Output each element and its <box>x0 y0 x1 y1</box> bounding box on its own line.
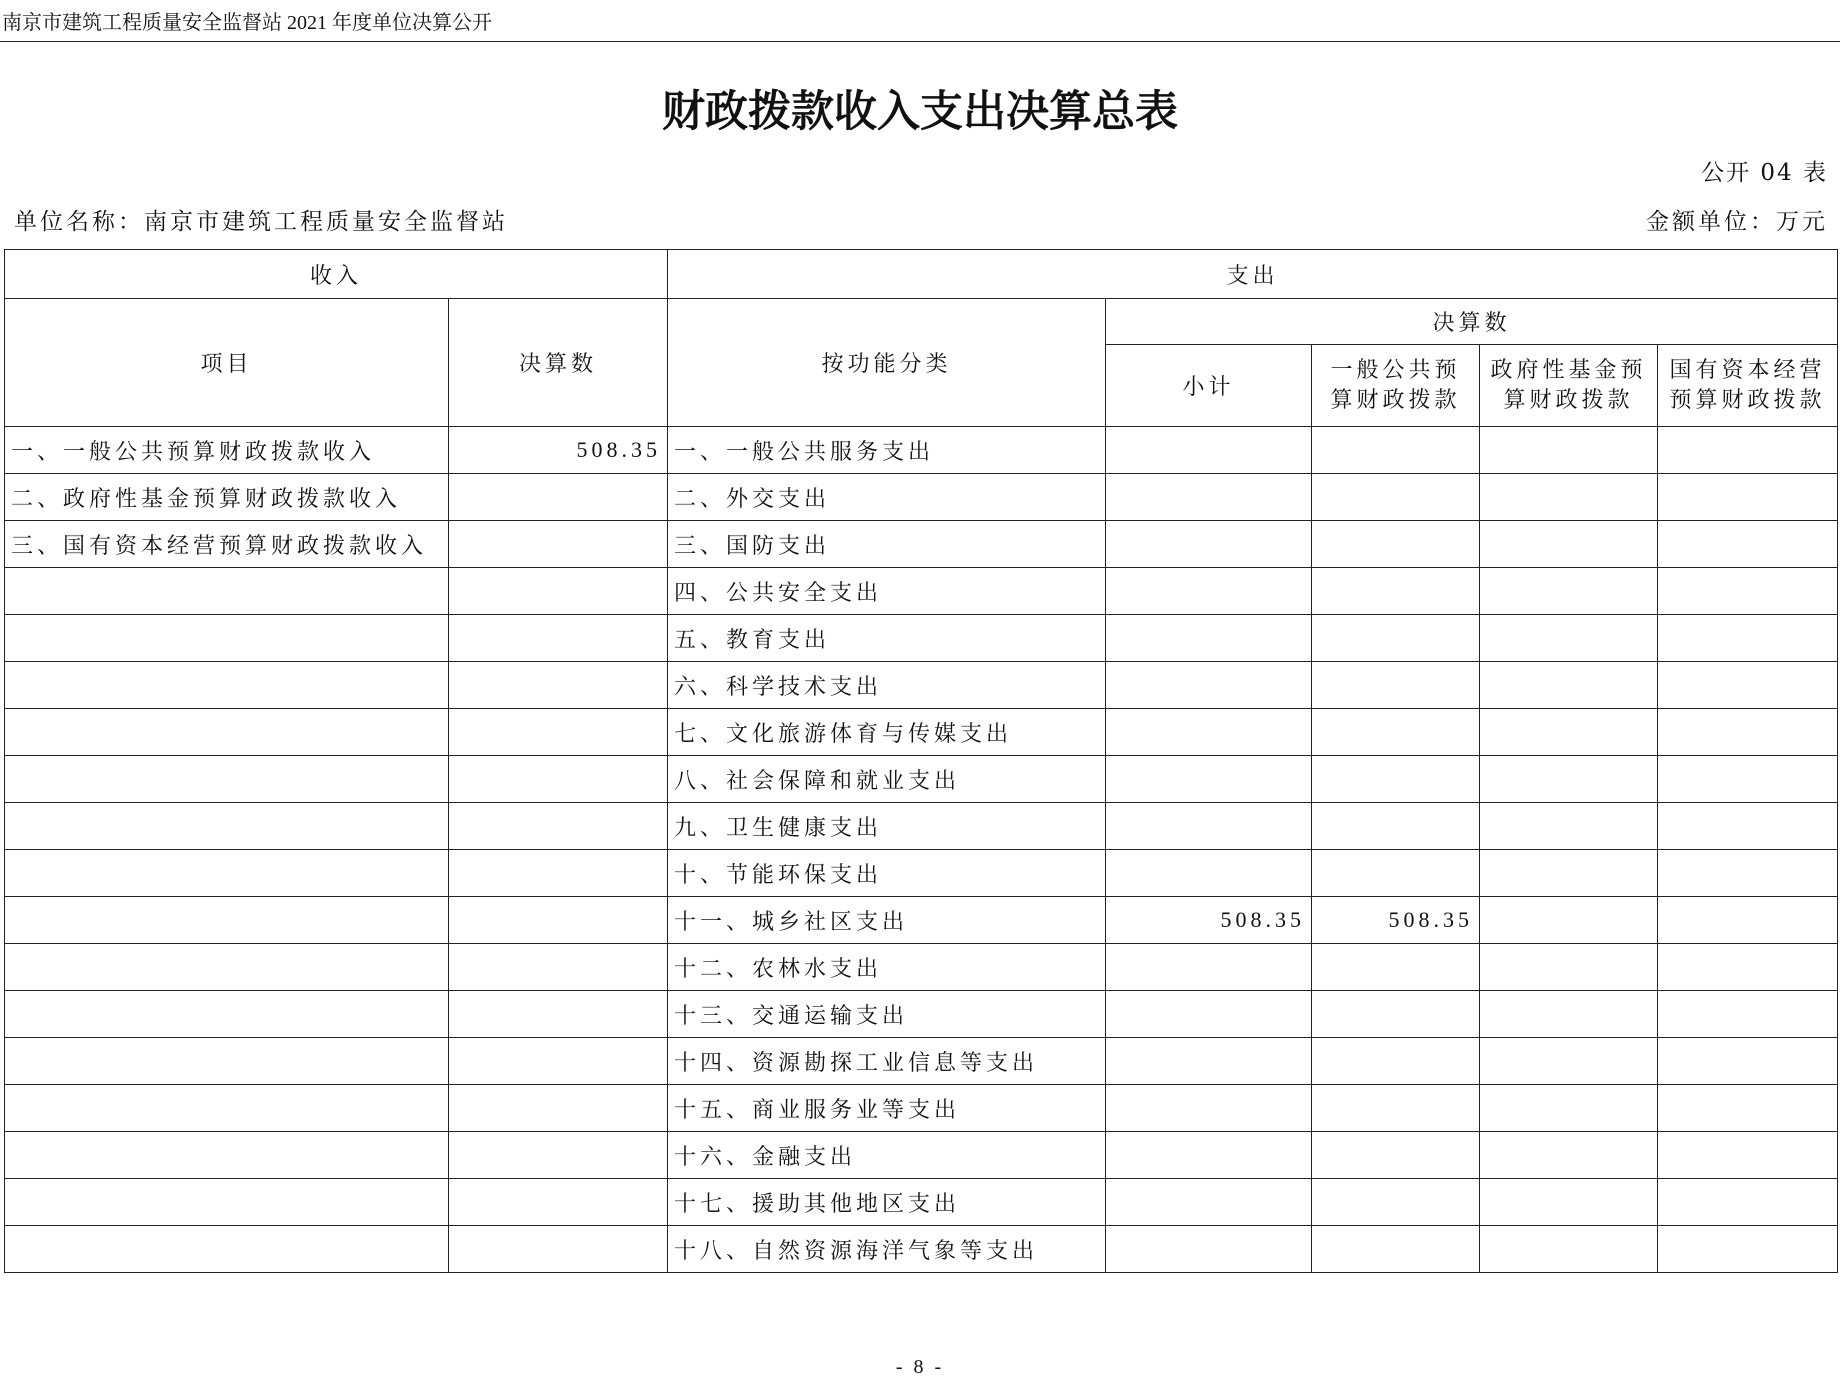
general-budget-header-line: 一般公共预 <box>1330 357 1461 383</box>
header-rule <box>0 41 1840 42</box>
general-budget-column-header <box>1312 345 1480 427</box>
general-budget-cell: 508.35 <box>1312 897 1480 944</box>
general-budget-cell <box>1312 1038 1480 1085</box>
gov-fund-cell <box>1480 709 1658 756</box>
general-budget-cell <box>1312 615 1480 662</box>
amount-unit: 金额单位：万元 <box>1646 209 1828 235</box>
subtotal-cell <box>1106 1132 1312 1179</box>
general-budget-cell <box>1312 427 1480 474</box>
income-item-cell <box>5 568 449 615</box>
gov-fund-cell <box>1480 1179 1658 1226</box>
expense-function-cell: 六、科学技术支出 <box>668 662 1106 709</box>
income-item-cell <box>5 803 449 850</box>
expense-function-cell: 五、教育支出 <box>668 615 1106 662</box>
subtotal-cell <box>1106 521 1312 568</box>
general-budget-cell <box>1312 662 1480 709</box>
expense-function-cell: 八、社会保障和就业支出 <box>668 756 1106 803</box>
income-amount-cell <box>449 1132 668 1179</box>
general-budget-header-line: 算财政拨款 <box>1330 387 1461 413</box>
general-budget-cell <box>1312 1226 1480 1273</box>
income-amount-cell <box>449 568 668 615</box>
gov-fund-cell <box>1480 474 1658 521</box>
table-row <box>5 521 1838 568</box>
state-capital-cell <box>1658 756 1838 803</box>
subtotal-cell <box>1106 1226 1312 1273</box>
gov-fund-cell <box>1480 1226 1658 1273</box>
expense-function-cell: 十八、自然资源海洋气象等支出 <box>668 1226 1106 1273</box>
general-budget-cell <box>1312 756 1480 803</box>
income-amount-cell <box>449 662 668 709</box>
expense-function-cell: 十四、资源勘探工业信息等支出 <box>668 1038 1106 1085</box>
income-item-cell <box>5 756 449 803</box>
table-row <box>5 568 1838 615</box>
subtotal-cell <box>1106 850 1312 897</box>
income-section-header: 收入 <box>5 250 668 299</box>
header-row-sections <box>5 250 1838 299</box>
gov-fund-cell <box>1480 897 1658 944</box>
income-amount-cell <box>449 1226 668 1273</box>
income-item-cell <box>5 1085 449 1132</box>
table-row <box>5 1085 1838 1132</box>
item-column-header: 项目 <box>5 299 449 427</box>
general-budget-cell <box>1312 474 1480 521</box>
income-item-cell <box>5 991 449 1038</box>
subtotal-cell <box>1106 1179 1312 1226</box>
state-capital-cell <box>1658 709 1838 756</box>
state-capital-cell <box>1658 1085 1838 1132</box>
subtotal-cell <box>1106 803 1312 850</box>
page-title: 财政拨款收入支出决算总表 <box>662 87 1178 137</box>
income-item-cell <box>5 897 449 944</box>
income-amount-column-header: 决算数 <box>449 299 668 427</box>
table-row <box>5 709 1838 756</box>
state-capital-cell <box>1658 1179 1838 1226</box>
subtotal-cell <box>1106 474 1312 521</box>
expense-function-cell: 十、节能环保支出 <box>668 850 1106 897</box>
income-amount-cell <box>449 944 668 991</box>
income-item-cell <box>5 662 449 709</box>
subtotal-cell <box>1106 615 1312 662</box>
subtotal-cell <box>1106 1038 1312 1085</box>
expense-function-cell: 三、国防支出 <box>668 521 1106 568</box>
general-budget-cell <box>1312 709 1480 756</box>
subtotal-cell <box>1106 756 1312 803</box>
general-budget-cell <box>1312 944 1480 991</box>
expense-function-cell: 四、公共安全支出 <box>668 568 1106 615</box>
general-budget-cell <box>1312 1132 1480 1179</box>
function-column-header: 按功能分类 <box>668 299 1106 427</box>
income-item-cell <box>5 615 449 662</box>
state-capital-cell <box>1658 1038 1838 1085</box>
gov-fund-cell <box>1480 427 1658 474</box>
gov-fund-cell <box>1480 944 1658 991</box>
table-row <box>5 756 1838 803</box>
gov-fund-cell <box>1480 615 1658 662</box>
final-amount-group-header: 决算数 <box>1106 299 1838 345</box>
state-capital-cell <box>1658 521 1838 568</box>
income-amount-cell: 508.35 <box>449 427 668 474</box>
expense-function-cell: 二、外交支出 <box>668 474 1106 521</box>
state-capital-cell <box>1658 1132 1838 1179</box>
expense-function-cell: 九、卫生健康支出 <box>668 803 1106 850</box>
subtotal-cell <box>1106 709 1312 756</box>
expense-function-cell: 十一、城乡社区支出 <box>668 897 1106 944</box>
general-budget-cell <box>1312 991 1480 1038</box>
income-amount-cell <box>449 1085 668 1132</box>
state-capital-cell <box>1658 897 1838 944</box>
general-budget-cell <box>1312 803 1480 850</box>
state-capital-cell <box>1658 991 1838 1038</box>
table-row <box>5 897 1838 944</box>
income-amount-cell <box>449 756 668 803</box>
income-item-cell <box>5 1038 449 1085</box>
income-item-cell: 一、一般公共预算财政拨款收入 <box>5 427 449 474</box>
income-amount-cell <box>449 709 668 756</box>
income-amount-cell <box>449 850 668 897</box>
gov-fund-column-header <box>1480 345 1658 427</box>
gov-fund-cell <box>1480 1085 1658 1132</box>
subtotal-cell <box>1106 662 1312 709</box>
income-item-cell <box>5 850 449 897</box>
gov-fund-cell <box>1480 568 1658 615</box>
general-budget-cell <box>1312 1179 1480 1226</box>
general-budget-cell <box>1312 850 1480 897</box>
state-capital-cell <box>1658 427 1838 474</box>
state-capital-cell <box>1658 1226 1838 1273</box>
table-row <box>5 1226 1838 1273</box>
gov-fund-cell <box>1480 662 1658 709</box>
table-code: 公开 04 表 <box>1701 160 1828 186</box>
income-amount-cell <box>449 1179 668 1226</box>
state-capital-cell <box>1658 568 1838 615</box>
state-capital-cell <box>1658 662 1838 709</box>
header-row-columns <box>5 299 1838 345</box>
subtotal-cell <box>1106 427 1312 474</box>
general-budget-cell <box>1312 521 1480 568</box>
expense-function-cell: 十六、金融支出 <box>668 1132 1106 1179</box>
subtotal-cell <box>1106 568 1312 615</box>
income-item-cell: 三、国有资本经营预算财政拨款收入 <box>5 521 449 568</box>
state-capital-cell <box>1658 615 1838 662</box>
table-row <box>5 662 1838 709</box>
expense-function-cell: 一、一般公共服务支出 <box>668 427 1106 474</box>
gov-fund-header-line: 算财政拨款 <box>1503 387 1634 413</box>
state-capital-cell <box>1658 474 1838 521</box>
table-row <box>5 474 1838 521</box>
subtotal-cell: 508.35 <box>1106 897 1312 944</box>
income-item-cell <box>5 1132 449 1179</box>
table-row <box>5 803 1838 850</box>
expense-function-cell: 十七、援助其他地区支出 <box>668 1179 1106 1226</box>
table-row <box>5 944 1838 991</box>
income-item-cell <box>5 944 449 991</box>
table-row <box>5 615 1838 662</box>
page-number: - 8 - <box>895 1356 945 1378</box>
gov-fund-cell <box>1480 991 1658 1038</box>
income-item-cell <box>5 709 449 756</box>
gov-fund-header-line: 政府性基金预 <box>1490 357 1647 383</box>
income-amount-cell <box>449 615 668 662</box>
state-capital-column-header <box>1658 345 1838 427</box>
income-amount-cell <box>449 521 668 568</box>
state-capital-header-line: 国有资本经营 <box>1669 357 1826 383</box>
general-budget-cell <box>1312 568 1480 615</box>
running-header: 南京市建筑工程质量安全监督站 2021 年度单位决算公开 <box>2 12 492 34</box>
gov-fund-cell <box>1480 521 1658 568</box>
expense-function-cell: 十五、商业服务业等支出 <box>668 1085 1106 1132</box>
income-item-cell <box>5 1179 449 1226</box>
state-capital-cell <box>1658 850 1838 897</box>
table-row <box>5 850 1838 897</box>
expense-function-cell: 十三、交通运输支出 <box>668 991 1106 1038</box>
gov-fund-cell <box>1480 1132 1658 1179</box>
expense-function-cell: 七、文化旅游体育与传媒支出 <box>668 709 1106 756</box>
subtotal-column-header: 小计 <box>1106 345 1312 427</box>
income-amount-cell <box>449 474 668 521</box>
income-amount-cell <box>449 1038 668 1085</box>
table-row <box>5 1038 1838 1085</box>
gov-fund-cell <box>1480 756 1658 803</box>
gov-fund-cell <box>1480 803 1658 850</box>
general-budget-cell <box>1312 1085 1480 1132</box>
state-capital-cell <box>1658 803 1838 850</box>
subtotal-cell <box>1106 991 1312 1038</box>
gov-fund-cell <box>1480 850 1658 897</box>
gov-fund-cell <box>1480 1038 1658 1085</box>
state-capital-cell <box>1658 944 1838 991</box>
unit-name: 单位名称：南京市建筑工程质量安全监督站 <box>14 209 508 235</box>
table-row <box>5 427 1838 474</box>
state-capital-header-line: 预算财政拨款 <box>1669 387 1826 413</box>
table-row <box>5 991 1838 1038</box>
income-amount-cell <box>449 803 668 850</box>
expense-function-cell: 十二、农林水支出 <box>668 944 1106 991</box>
subtotal-cell <box>1106 1085 1312 1132</box>
subtotal-cell <box>1106 944 1312 991</box>
income-amount-cell <box>449 991 668 1038</box>
table-row <box>5 1132 1838 1179</box>
budget-table <box>4 249 1838 1273</box>
expense-section-header: 支出 <box>668 250 1838 299</box>
income-amount-cell <box>449 897 668 944</box>
income-item-cell <box>5 1226 449 1273</box>
table-row <box>5 1179 1838 1226</box>
income-item-cell: 二、政府性基金预算财政拨款收入 <box>5 474 449 521</box>
